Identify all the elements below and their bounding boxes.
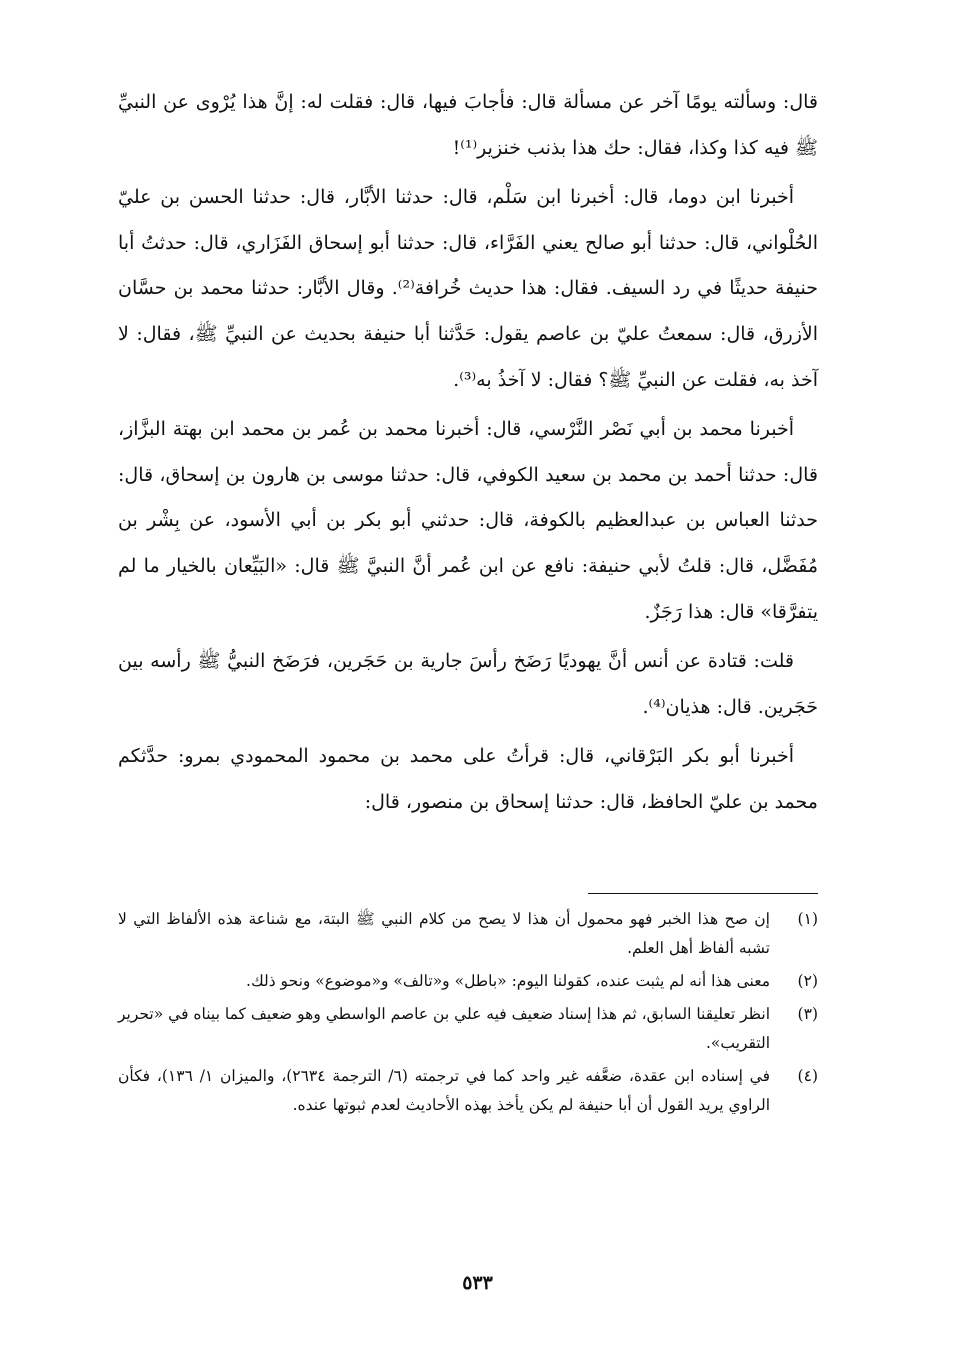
paragraph: أخبرنا أبو بكر البَرْقاني، قال: قرأتُ على محمد بن محمود المحمودي بمرو: حدَّثكم محمد بن عليّ الحافظ، قال: حدثنا إسحاق بن منصور، قال: xyxy=(118,745,818,813)
paragraph: أخبرنا محمد بن أبي نَصْر النَّرْسي، قال: أخبرنا محمد بن عُمر بن محمد ابن بهتة البزَّاز، قال: حدثنا أحمد بن محمد بن سعيد الكوفي، قال: حدثنا موسى بن هارون بن إسحاق، قال: حدثنا العباس بن عبدالعظيم بالكوفة، قال: حدثني أبو بكر بن أبي الأسود، عن بِشْر بن مُفَضَّل، قال: قلتُ لأبي حنيفة: نافع عن ابن عُمر أنَّ النبيَّ ﷺ قال: «البَيِّعان بالخيار ما لم يتفرَّقا» قال: هذا رَجَزٌ. xyxy=(118,418,818,623)
main-text-body xyxy=(118,80,818,830)
footnotes-section xyxy=(118,905,818,1124)
footnote-text: في إسناده ابن عقدة، ضعَّفه غير واحد كما في ترجمته (٦/ الترجمة ٢٦٣٤)، والميزان ١/ ١٣٦)، فكأن الراوي يريد القول أن أبا حنيفة لم يكن يأخذ بهذه الأحاديث لعدم ثبوتها عنده. xyxy=(118,1067,770,1114)
paragraph: أخبرنا ابن دوما، قال: أخبرنا ابن سَلْم، قال: حدثنا الأبَّار، قال: حدثنا الحسن بن عليّ الحُلْواني، قال: حدثنا أبو صالح يعني الفَرَّاء، قال: حدثنا أبو إسحاق الفَزَاري، قال: حدثتُ أبا حنيفة حديثًا في رد السيف. فقال: هذا حديث خُرافة⁽²⁾. وقال الأبَّار: حدثنا محمد بن حسَّان الأزرق، قال: سمعتُ عليّ بن عاصم يقول: حَدَّثنا أبا حنيفة بحديث عن النبيِّ ﷺ، فقال: لا آخذ به، فقلت عن النبيِّ ﷺ؟ فقال: لا آخذُ به⁽³⁾. xyxy=(118,186,818,391)
footnote xyxy=(118,967,818,996)
page-number: ٥٣٣ xyxy=(462,1272,493,1294)
footnote-text: إن صح هذا الخبر فهو محمول أن هذا لا يصح من كلام النبي ﷺ البتة، مع شناعة هذه الألفاظ التي لا تشبه ألفاظ أهل العلم. xyxy=(118,910,770,957)
footnote xyxy=(118,905,818,963)
footnote-number: (١) xyxy=(797,910,818,928)
paragraph: قال: وسألته يومًا آخر عن مسألة قال: فأجابَ فيها، قال: فقلت له: إنَّ هذا يُرْوى عن النبيِّ ﷺ فيه كذا وكذا، فقال: حك هذا بذنب خنزير⁽¹⁾! xyxy=(118,91,818,159)
footnote-separator xyxy=(588,893,818,894)
footnote-number: (٢) xyxy=(797,972,818,990)
paragraph: قلت: قتادة عن أنس أنَّ يهوديًا رَضَخ رأسَ جارية بن حَجَرين، فرَضَخ النبيُّ ﷺ رأسه بين حَجَرين. قال: هذيان⁽⁴⁾. xyxy=(118,650,818,718)
footnote-text: انظر تعليقنا السابق، ثم هذا إسناد ضعيف فيه علي بن عاصم الواسطي وهو ضعيف كما بيناه في «تحرير التقريب». xyxy=(118,1005,770,1052)
footnote-text: معنى هذا أنه لم يثبت عنده، كقولنا اليوم: «باطل» و«تالف» و«موضوع» ونحو ذلك. xyxy=(246,972,770,990)
footnote-number: (٤) xyxy=(797,1067,818,1085)
footnote xyxy=(118,1000,818,1058)
footnote-number: (٣) xyxy=(797,1005,818,1023)
footnote xyxy=(118,1062,818,1120)
